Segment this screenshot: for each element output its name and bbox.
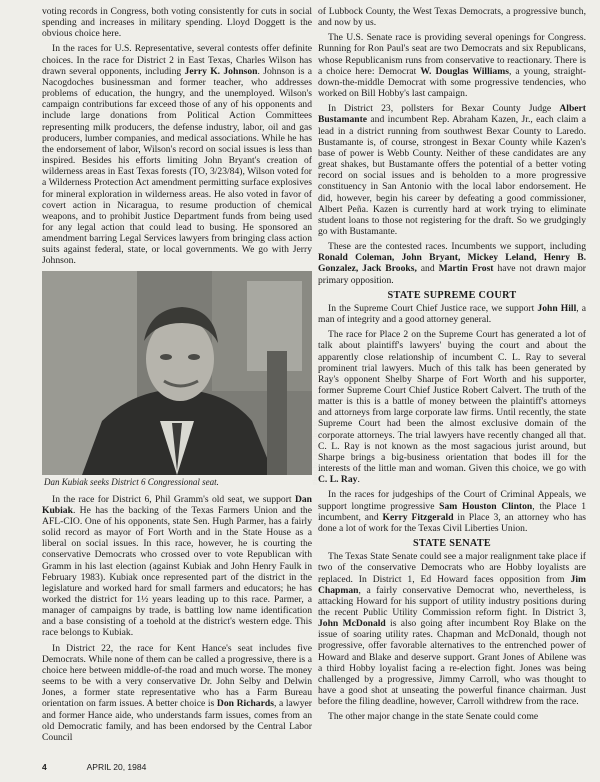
- paragraph: voting records in Congress, both voting consistently for cuts in social spending and increases in military spending. Lloyd Doggett is the obvious choice here.: [42, 6, 312, 40]
- paragraph: of Lubbock County, the West Texas Democrats, a progressive bunch, and now by us.: [318, 6, 586, 29]
- paragraph: In the races for U.S. Representative, several contests offer definite choices. In the race for District 2 in East Texas, Charles Wilson has drawn several opponents, including Jerry K. Johnson. Johnson is a Nacogdoches businessman and former teacher, who addresses problems of education, the hungry, and the unemployed. Wilson's campaign contributions far exceed those of any of his opponents and include large donations from Political Action Committees representing milk producers, the defense industry, labor, oil and gas producers, lumber companies, and medical associations. While he has the endorsement of labor, Wilson's record on social issues is less than inspired. Besides his efforts limiting John Bryant's creation of wilderness areas in East Texas forests (TO, 3/23/84), Wilson voted for a Wilderness Protection Act amendment permitting surface explosives for mineral exploration in wilderness areas. He also voted in favor of covert action in Nicaragua, to resume production of chemical weapons, and to prohibit Justice Department funds from being used for any legal action that could lead to busing. He sponsored an amendment barring Legal Services lawyers from bringing class action suits against federal, state, or local governments. We go with Jerry Johnson.: [42, 43, 313, 267]
- photo-caption: Dan Kubiak seeks District 6 Congressional seat.: [44, 476, 219, 487]
- paragraph: In District 22, the race for Kent Hance's seat includes five Democrats. While none of them can be called a progressive, there is a choice here between middle-of-the road and much worse. The money seems to be with a very conservative Dr. John Selby and Delwin Jones, a former state representative who has a Farm Bureau orientation on farm issues. A better choice is Don Richards, a lawyer and former Hance aide, who understands farm issues, comes from an old Democratic family, and has been endorsed by the Central Labor Council: [42, 642, 312, 743]
- paragraph: The Texas State Senate could see a major realignment take place if two of the conservative Democrats who are Hobby loyalists are replaced. In District 1, Ed Howard faces opposition from Jim Chapman, a fairly conservative Democrat who, nevertheless, is attacking Howard for his support of utility industry positions during the recent Public Utility Commission reform fight. In District 3, John McDonald is also going after incumbent Roy Blake on the issue of soaring utility rates. Chapman and McDonald, though not progressive, offer favorable alternatives to the entrenched power of Howard and Blake and deserve support. Grant Jones of Abilene was a third Hobby loyalist facing a re-election fight. Jones was being challenged by a progressive, Jimmy Carroll, who was thought to have a good shot at unseating the powerful finance chairman. Just before the filing deadline, however, Carroll withdrew from the race.: [318, 551, 586, 708]
- section-heading: STATE SUPREME COURT: [387, 289, 517, 301]
- portrait-image: [42, 271, 312, 475]
- paragraph: These are the contested races. Incumbents we support, including Ronald Coleman, John Bryant, Mickey Leland, Henry B. Gonzalez, Jack Brooks, and Martin Frost have not drawn major primary opposition.: [318, 241, 586, 286]
- section-heading: STATE SENATE: [412, 538, 492, 550]
- paragraph: The race for Place 2 on the Supreme Court has generated a lot of talk about plaintiff's lawyers' buying the court and about the apparently close relationship of incumbent C. L. Ray to several prominent trial lawyers. Much of this talk has been generated by Ray's opponent Shelby Sharpe of Fort Worth and his supporter, former Supreme Court Chief Justice Robert Calvert. The truth of the matter is this is a battle of money between the plaintiff's attorneys and attorneys from large corporate law firms. Until recently, the state Supreme Court had been the almost exclusive domain of the corporate attorneys. The trial lawyers have recently changed all that. C. L. Ray is not known as the most sagacious jurist around, but Sharpe brings a big-business orientation that bodes ill for the interests of the little man and woman. Given this choice, we go with C. L. Ray.: [318, 329, 586, 486]
- paragraph: In the race for District 6, Phil Gramm's old seat, we support Dan Kubiak. He has the backing of the Texas Farmers Union and the AFL-CIO. One of his opponents, state Sen. Hugh Parmer, has a fairly solid record as mayor of Fort Worth and in the State House as a liberal on social issues. In this race, however, he is courting the conservative Democrats who crossed over to vote Republican with Gramm in his last election (against Kubiak and John Henry Faulk in February 1983). Kubiak once represented part of the district in the legislature and worked hard for small farmers and educators; he has worked the district for 1½ years leading up to this race. Parmer, a manager of campaigns by trade, is battling low name identification and a base consisting of a toehold at the district's western edge. This race belongs to Kubiak.: [42, 493, 312, 639]
- page-number: 4: [42, 762, 47, 772]
- issue-date: APRIL 20, 1984: [86, 762, 147, 772]
- paragraph: In District 23, pollsters for Bexar County Judge Albert Bustamante and incumbent Rep. Abraham Kazen, Jr., each claim a lead in a district running from southwest Bexar County to Laredo. Bustamante is, of course, strongest in Bexar County while Kazen's base of power is Webb County. Neither of these candidates are any great shakes, but Bustamante offers the potential of a better voting record on social issues and is beholden to a more progressive constituency in San Antonio with the local labor endorsement. He did, however, begin his career by defeating a good commissioner, Albert Peña. Kazen is currently hard at work trying to eliminate student loans to those not registering for the draft. So we grudgingly go with Bustamante.: [318, 103, 586, 237]
- page-footer: [42, 762, 146, 772]
- photo-credit: Photo by Laura Albrecht: [312, 420, 319, 485]
- right-column: [318, 6, 586, 727]
- paragraph: The other major change in the state Senate could come: [328, 711, 539, 723]
- paragraph: In the races for judgeships of the Court of Criminal Appeals, we support longtime progressive Sam Houston Clinton, the Place 1 incumbent, and Kerry Fitzgerald in Place 3, an attorney who has done a lot of work for the Texas Civil Liberties Union.: [318, 489, 586, 534]
- left-column: [42, 6, 319, 747]
- paragraph: The U.S. Senate race is providing several openings for Congress. Running for Ron Paul's seat are two Democrats and six Republicans, whose Republicanism runs from conservative to reactionary. There is a choice here: Democrat W. Douglas Williams, a young, straight-down-the-middle Democrat with some progressive tendencies, who worked on Bill Hobby's last campaign.: [318, 32, 586, 100]
- paragraph: In the Supreme Court Chief Justice race, we support John Hill, a man of integrity and a good attorney general.: [318, 302, 587, 326]
